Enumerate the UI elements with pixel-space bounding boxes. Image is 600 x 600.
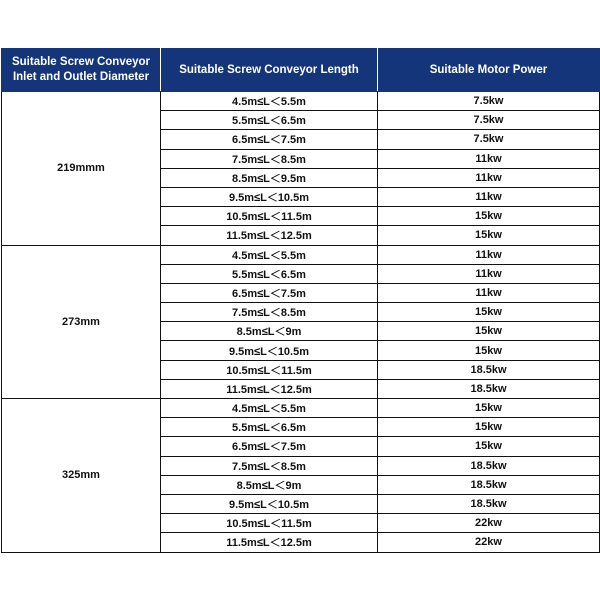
length-cell: 8.5m≤L＜9m xyxy=(161,322,378,341)
length-cell: 7.5m≤L＜8.5m xyxy=(161,303,378,322)
motor-power-cell: 11kw xyxy=(378,245,600,264)
length-cell: 8.5m≤L＜9m xyxy=(161,475,378,494)
motor-power-cell: 7.5kw xyxy=(378,111,600,130)
length-cell: 10.5m≤L＜11.5m xyxy=(161,514,378,533)
motor-power-cell: 15kw xyxy=(378,341,600,360)
length-cell: 10.5m≤L＜11.5m xyxy=(161,360,378,379)
motor-power-cell: 18.5kw xyxy=(378,360,600,379)
table-row xyxy=(2,245,600,264)
motor-power-cell: 11kw xyxy=(378,168,600,187)
motor-power-cell: 15kw xyxy=(378,303,600,322)
motor-power-cell: 11kw xyxy=(378,264,600,283)
length-cell: 6.5m≤L＜7.5m xyxy=(161,437,378,456)
motor-power-cell: 15kw xyxy=(378,399,600,418)
motor-power-cell: 15kw xyxy=(378,322,600,341)
diameter-cell: 273mm xyxy=(2,245,161,399)
length-cell: 4.5m≤L＜5.5m xyxy=(161,245,378,264)
motor-power-cell: 7.5kw xyxy=(378,130,600,149)
length-cell: 6.5m≤L＜7.5m xyxy=(161,283,378,302)
motor-power-cell: 22kw xyxy=(378,514,600,533)
length-cell: 5.5m≤L＜6.5m xyxy=(161,111,378,130)
diameter-cell: 325mm xyxy=(2,399,161,553)
length-cell: 7.5m≤L＜8.5m xyxy=(161,456,378,475)
motor-power-cell: 18.5kw xyxy=(378,379,600,398)
length-cell: 10.5m≤L＜11.5m xyxy=(161,207,378,226)
length-cell: 9.5m≤L＜10.5m xyxy=(161,341,378,360)
motor-power-cell: 15kw xyxy=(378,207,600,226)
length-cell: 11.5m≤L＜12.5m xyxy=(161,533,378,552)
header-length: Suitable Screw Conveyor Length xyxy=(161,49,378,92)
length-cell: 11.5m≤L＜12.5m xyxy=(161,379,378,398)
length-cell: 8.5m≤L＜9.5m xyxy=(161,168,378,187)
motor-power-cell: 22kw xyxy=(378,533,600,552)
motor-power-cell: 11kw xyxy=(378,187,600,206)
motor-power-cell: 18.5kw xyxy=(378,456,600,475)
length-cell: 4.5m≤L＜5.5m xyxy=(161,399,378,418)
length-cell: 4.5m≤L＜5.5m xyxy=(161,92,378,111)
motor-power-cell: 11kw xyxy=(378,149,600,168)
header-diameter: Suitable Screw Conveyor Inlet and Outlet Diameter xyxy=(2,49,161,92)
header-motor-power: Suitable Motor Power xyxy=(378,49,600,92)
length-cell: 6.5m≤L＜7.5m xyxy=(161,130,378,149)
spec-table-container xyxy=(1,48,599,553)
length-cell: 11.5m≤L＜12.5m xyxy=(161,226,378,245)
length-cell: 5.5m≤L＜6.5m xyxy=(161,418,378,437)
table-row xyxy=(2,92,600,111)
table-header-row xyxy=(2,49,600,92)
motor-power-cell: 7.5kw xyxy=(378,92,600,111)
motor-power-cell: 15kw xyxy=(378,437,600,456)
motor-power-table xyxy=(1,48,600,553)
motor-power-cell: 15kw xyxy=(378,226,600,245)
length-cell: 7.5m≤L＜8.5m xyxy=(161,149,378,168)
table-body xyxy=(2,92,600,553)
length-cell: 9.5m≤L＜10.5m xyxy=(161,494,378,513)
length-cell: 5.5m≤L＜6.5m xyxy=(161,264,378,283)
motor-power-cell: 11kw xyxy=(378,283,600,302)
length-cell: 9.5m≤L＜10.5m xyxy=(161,187,378,206)
motor-power-cell: 18.5kw xyxy=(378,475,600,494)
table-row xyxy=(2,399,600,418)
diameter-cell: 219mmm xyxy=(2,92,161,246)
motor-power-cell: 15kw xyxy=(378,418,600,437)
motor-power-cell: 18.5kw xyxy=(378,494,600,513)
